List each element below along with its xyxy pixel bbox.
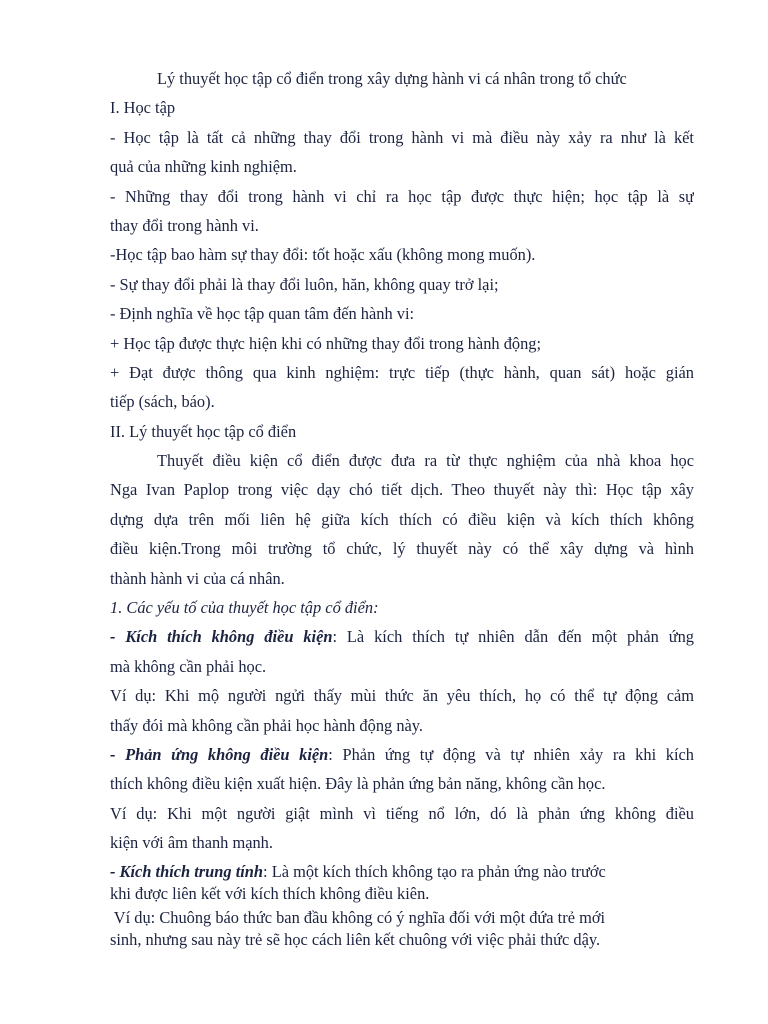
example-line: Ví dụ: Chuông báo thức ban đầu không có ý nghĩa đối với một đứa trẻ mới [110,907,606,927]
definition-line [110,622,694,651]
section-heading-classical-theory: II. Lý thuyết học tập cổ điển [110,421,297,441]
document-page [110,64,694,951]
term-unconditioned-response: - Phản ứng không điều kiện [110,744,329,764]
subsection-heading: 1. Các yếu tố của thuyết học tập cổ điển: [110,598,379,618]
definition-text: : Là một kích thích không tạo ra phản ứng nào trước [263,861,606,881]
paragraph-line: - Những thay đổi trong hành vi chỉ ra học tập được thực hiện; học tập là sự [110,186,694,206]
section-heading-learning: I. Học tập [110,98,176,118]
paragraph-line: thay đổi trong hành vi. [110,215,259,235]
paragraph-line: Nga Ivan Paplop trong việc dạy chó tiết dịch. Theo thuyết này thì: Học tập xây [110,480,694,500]
example-line: Ví dụ: Khi mộ người ngửi thấy mùi thức ăn yêu thích, họ có thể tự động cảm [110,686,694,706]
paragraph-line: - Sự thay đổi phải là thay đổi luôn, hăn, không quay trở lại; [110,274,499,294]
paragraph-line: - Học tập là tất cả những thay đổi trong hành vi mà điều này xảy ra như là kết [110,127,694,147]
definition-text: : Là kích thích tự nhiên dẫn đến một phản ứng [332,627,694,647]
paragraph-line: mà không cần phải học. [110,656,267,676]
document-title: Lý thuyết học tập cổ điển trong xây dựng hành vi cá nhân trong tổ chức [157,69,627,88]
paragraph-line: điều kiện.Trong môi trường tổ chức, lý thuyết này có thể xây dựng và hình [110,539,694,559]
example-line: sinh, nhưng sau này trẻ sẽ học cách liên kết chuông với việc phải thức dậy. [110,929,601,949]
term-neutral-stimulus: - Kích thích trung tính [110,861,264,881]
paragraph-line: dựng dựa trên mối liên hệ giữa kích thích có điều kiện và kích thích không [110,509,694,529]
paragraph-line: thích không điều kiện xuất hiện. Đây là phản ứng bản năng, không cần học. [110,774,606,794]
example-line: Ví dụ: Khi một người giật mình vì tiếng nổ lớn, dó là phản ứng không điều [110,803,694,823]
example-line: kiện với âm thanh mạnh. [110,833,273,853]
definition-line [110,861,694,883]
paragraph-line: -Học tập bao hàm sự thay đổi: tốt hoặc xấu (không mong muốn). [110,245,536,265]
term-unconditioned-stimulus: - Kích thích không điều kiện [110,627,333,647]
paragraph-line: khi được liên kết với kích thích không điều kiên. [110,883,430,903]
paragraph-line: thành hành vi của cá nhân. [110,568,285,588]
paragraph-line: tiếp (sách, báo). [110,392,215,412]
paragraph-line: quả của những kinh nghiệm. [110,157,297,177]
paragraph-line: - Định nghĩa về học tập quan tâm đến hành vi: [110,304,415,324]
example-line: thấy đói mà không cần phải học hành động này. [110,715,424,735]
definition-line [110,740,694,769]
paragraph-line: + Học tập được thực hiện khi có những thay đổi trong hành động; [110,333,542,353]
paragraph-line: Thuyết điều kiện cổ điển được đưa ra từ thực nghiệm của nhà khoa học [157,451,694,471]
paragraph-line: + Đạt được thông qua kinh nghiệm: trực tiếp (thực hành, quan sát) hoặc gián [110,362,694,382]
definition-text: : Phản ứng tự động và tự nhiên xảy ra khi kích [328,744,694,764]
